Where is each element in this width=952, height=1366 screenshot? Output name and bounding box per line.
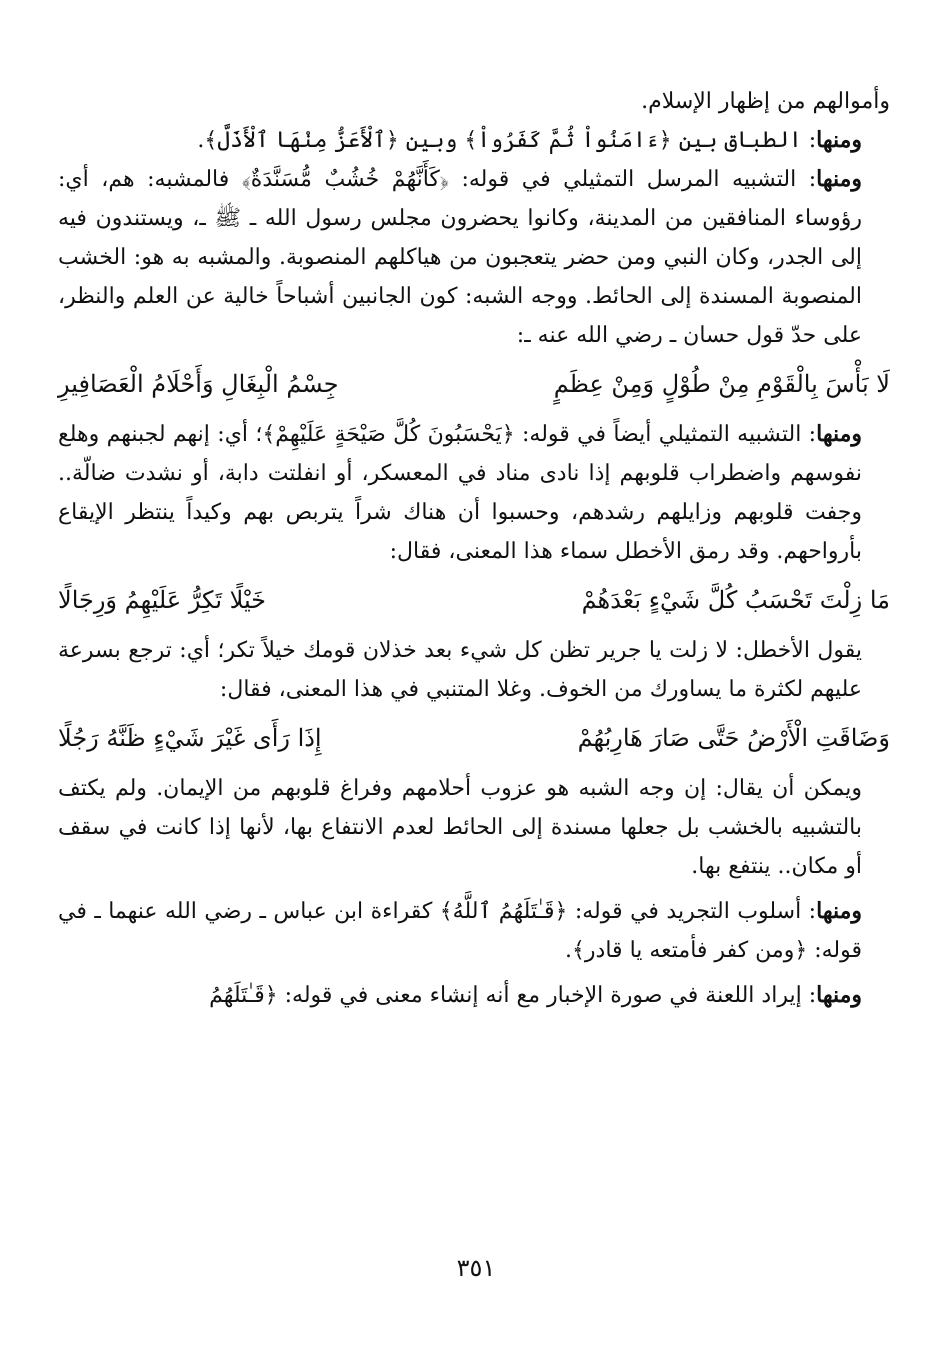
verse-first-hemistich: وَضَاقَتِ الْأَرْضُ حَتَّى صَارَ هَارِبُهُمْ <box>577 724 890 752</box>
paragraph-lead: ومنها <box>816 898 862 924</box>
paragraph-text: : التشبيه المرسل التمثيلي في قوله: ﴿كَأَنَّهُمْ خُشُبٌ مُّسَنَّدَةٌ﴾ فالمشبه: هم، أي: رؤوساء المنافقين من المدينة، وكانوا يحضرون مجلس رسول الله ـ ﷺ ـ، ويستندون فيه إلى الجدر، وكان النبي ومن حضر يتعجبون من هياكلهم المنصوبة. والمشبه به هو: الخشب المنصوبة المسندة إلى الحائط. ووجه الشبه: كون الجانبين أشباحاً خالية عن العلم والنظر، على حدّ قول حسان ـ رضي الله عنه ـ: <box>58 167 862 348</box>
paragraph-tashbih-mursal <box>58 160 890 355</box>
paragraph-continuation <box>58 82 890 121</box>
paragraph-tashbih-tamthili <box>58 415 890 571</box>
paragraph-lead: ومنها <box>816 421 862 447</box>
paragraph-text: ويمكن أن يقال: إن وجه الشبه هو عزوب أحلامهم وفراغ قلوبهم من الإيمان. ولم يكتف بالتشبيه بالخشب بل جعلها مسندة إلى الحائط لعدم الانتفاع بها، لأنها إذا كانت في سقف أو مكان.. ينتفع بها. <box>58 776 862 879</box>
page-number: ٣٥١ <box>456 1254 496 1282</box>
paragraph-wajh-shabah <box>58 769 890 886</box>
paragraph-tibaq <box>58 121 890 160</box>
verse-mutanabbi <box>58 717 890 759</box>
paragraph-text: : أسلوب التجريد في قوله: ﴿قَـٰتَلَهُمُ ٱللَّهُ﴾ كقراءة ابن عباس ـ رضي الله عنهما ـ في قوله: ﴿ومن كفر فأمتعه يا قادر﴾. <box>58 899 862 963</box>
paragraph-text: : إيراد اللعنة في صورة الإخبار مع أنه إنشاء معنى في قوله: ﴿قَـٰتَلَهُمُ <box>209 983 817 1008</box>
verse-first-hemistich: مَا زِلْتَ تَحْسَبُ كُلَّ شَيْءٍ بَعْدَهُمْ <box>581 586 890 614</box>
verse-second-hemistich: جِسْمُ الْبِغَالِ وَأَحْلَامُ الْعَصَافِيرِ <box>58 370 339 398</box>
paragraph-tajrid <box>58 892 890 970</box>
paragraph-lana <box>58 976 890 1015</box>
paragraph-lead: ومنها <box>816 127 862 153</box>
verse-second-hemistich: خَيْلًا تَكِرُّ عَلَيْهِمُ وَرِجَالًا <box>58 586 267 614</box>
paragraph-text: : الطباق بين ﴿ءَامَنُواْ ثُمَّ كَفَرُواْ﴾ وبين ﴿ٱلْأَعَزُّ مِنْهَا ٱلْأَذَلَّ﴾. <box>197 128 817 153</box>
verse-second-hemistich: إِذَا رَأَى غَيْرَ شَيْءٍ ظَنَّهُ رَجُلًا <box>58 724 322 752</box>
paragraph-text: : التشبيه التمثيلي أيضاً في قوله: ﴿يَحْسَبُونَ كُلَّ صَيْحَةٍ عَلَيْهِمْ﴾؛ أي: إنهم لجبنهم وهلع نفوسهم واضطراب قلوبهم إذا نادى مناد في المعسكر، أو انفلتت دابة، أو نشدت ضالّة.. وجفت قلوبهم وزايلهم رشدهم، وحسبوا أن هناك شراً يتربص بهم وكيداً ينتظر الإيقاع بأرواحهم. وقد رمق الأخطل سماء هذا المعنى، فقال: <box>58 422 862 564</box>
paragraph-text: يقول الأخطل: لا زلت يا جرير تظن كل شيء بعد خذلان قومك خيلاً تكر؛ أي: ترجع بسرعة عليهم لكثرة ما يساورك من الخوف. وغلا المتنبي في هذا المعنى، فقال: <box>58 638 862 702</box>
paragraph-lead: ومنها <box>816 982 862 1008</box>
paragraph-text: وأموالهم من إظهار الإسلام. <box>641 89 890 114</box>
paragraph-lead: ومنها <box>816 166 862 192</box>
verse-akhtal <box>58 579 890 621</box>
verse-first-hemistich: لَا بَأْسَ بِالْقَوْمِ مِنْ طُوْلٍ وَمِنْ عِظَمٍ <box>553 370 890 398</box>
paragraph-akhtal-explanation <box>58 631 890 709</box>
verse-hassan <box>58 363 890 405</box>
